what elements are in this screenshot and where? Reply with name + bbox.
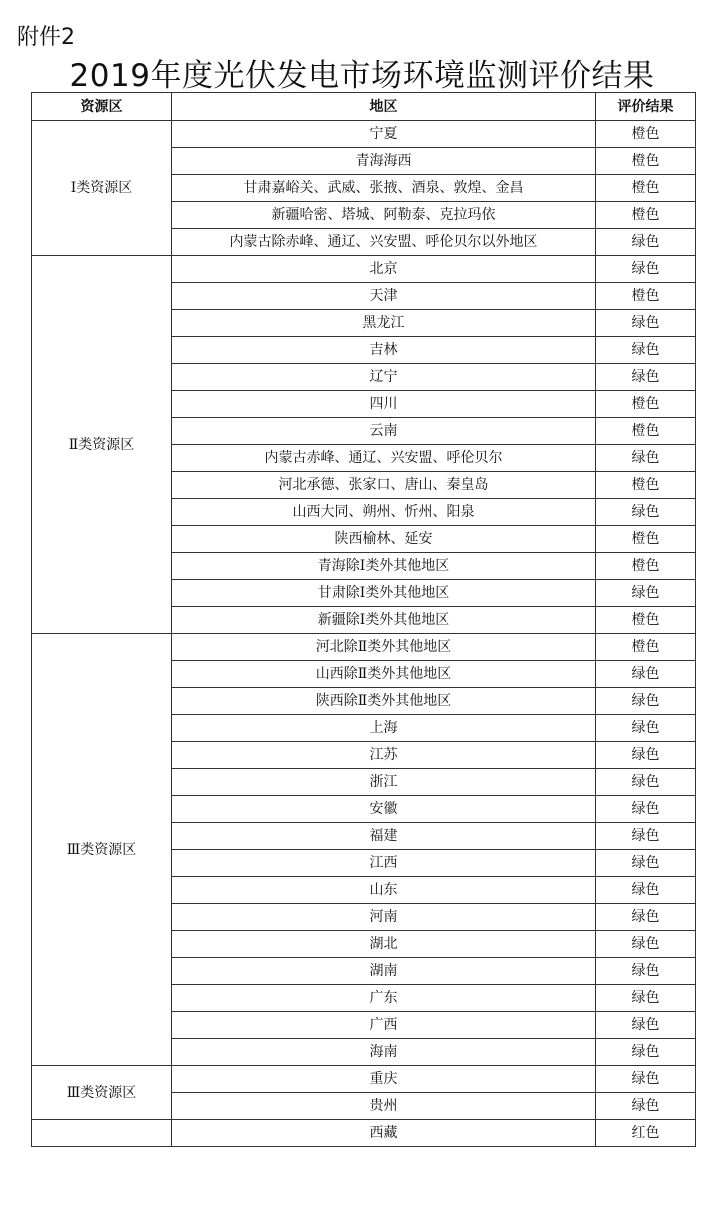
result-cell: 绿色 (596, 1012, 696, 1039)
region-cell: 福建 (172, 823, 596, 850)
header-zone: 资源区 (32, 93, 172, 121)
table-header-row (32, 93, 696, 121)
zone-cell: Ⅲ类资源区 (32, 1066, 172, 1120)
result-cell: 橙色 (596, 121, 696, 148)
page-title: 2019年度光伏发电市场环境监测评价结果 (69, 58, 655, 94)
region-cell: 河南 (172, 904, 596, 931)
result-cell: 绿色 (596, 877, 696, 904)
region-cell: 新疆哈密、塔城、阿勒泰、克拉玛依 (172, 202, 596, 229)
region-cell: 广西 (172, 1012, 596, 1039)
result-cell: 绿色 (596, 229, 696, 256)
result-cell: 橙色 (596, 283, 696, 310)
result-cell: 绿色 (596, 769, 696, 796)
region-cell: 辽宁 (172, 364, 596, 391)
result-cell: 绿色 (596, 985, 696, 1012)
result-cell: 橙色 (596, 553, 696, 580)
result-cell: 绿色 (596, 823, 696, 850)
result-cell: 红色 (596, 1120, 696, 1147)
region-cell: 湖南 (172, 958, 596, 985)
result-cell: 绿色 (596, 1093, 696, 1120)
zone-cell: Ⅱ类资源区 (32, 256, 172, 634)
result-cell: 绿色 (596, 1039, 696, 1066)
table-row (32, 121, 696, 148)
header-region: 地区 (172, 93, 596, 121)
region-cell: 云南 (172, 418, 596, 445)
result-cell: 绿色 (596, 364, 696, 391)
region-cell: 重庆 (172, 1066, 596, 1093)
region-cell: 宁夏 (172, 121, 596, 148)
region-cell: 北京 (172, 256, 596, 283)
result-cell: 绿色 (596, 796, 696, 823)
region-cell: 浙江 (172, 769, 596, 796)
result-cell: 橙色 (596, 202, 696, 229)
result-cell: 绿色 (596, 580, 696, 607)
result-cell: 绿色 (596, 1066, 696, 1093)
result-cell: 绿色 (596, 688, 696, 715)
evaluation-table (31, 92, 696, 1147)
table-row (32, 256, 696, 283)
region-cell: 四川 (172, 391, 596, 418)
result-cell: 橙色 (596, 607, 696, 634)
region-cell: 山东 (172, 877, 596, 904)
result-cell: 绿色 (596, 310, 696, 337)
table-row (32, 1066, 696, 1093)
result-cell: 绿色 (596, 931, 696, 958)
header-result: 评价结果 (596, 93, 696, 121)
region-cell: 江苏 (172, 742, 596, 769)
region-cell: 山西大同、朔州、忻州、阳泉 (172, 499, 596, 526)
region-cell: 湖北 (172, 931, 596, 958)
result-cell: 橙色 (596, 472, 696, 499)
region-cell: 河北除Ⅱ类外其他地区 (172, 634, 596, 661)
region-cell: 新疆除Ⅰ类外其他地区 (172, 607, 596, 634)
zone-cell: Ⅰ类资源区 (32, 121, 172, 256)
region-cell: 广东 (172, 985, 596, 1012)
result-cell: 绿色 (596, 337, 696, 364)
region-cell: 江西 (172, 850, 596, 877)
region-cell: 内蒙古赤峰、通辽、兴安盟、呼伦贝尔 (172, 445, 596, 472)
region-cell: 陕西除Ⅱ类外其他地区 (172, 688, 596, 715)
result-cell: 绿色 (596, 904, 696, 931)
region-cell: 山西除Ⅱ类外其他地区 (172, 661, 596, 688)
region-cell: 甘肃除Ⅰ类外其他地区 (172, 580, 596, 607)
result-cell: 橙色 (596, 391, 696, 418)
region-cell: 青海除Ⅰ类外其他地区 (172, 553, 596, 580)
result-cell: 绿色 (596, 958, 696, 985)
attachment-label: 附件2 (17, 25, 75, 50)
result-cell: 绿色 (596, 256, 696, 283)
result-cell: 绿色 (596, 445, 696, 472)
region-cell: 天津 (172, 283, 596, 310)
result-cell: 绿色 (596, 499, 696, 526)
result-cell: 橙色 (596, 418, 696, 445)
result-cell: 橙色 (596, 634, 696, 661)
region-cell: 安徽 (172, 796, 596, 823)
region-cell: 内蒙古除赤峰、通辽、兴安盟、呼伦贝尔以外地区 (172, 229, 596, 256)
region-cell: 甘肃嘉峪关、武威、张掖、酒泉、敦煌、金昌 (172, 175, 596, 202)
region-cell: 贵州 (172, 1093, 596, 1120)
result-cell: 橙色 (596, 148, 696, 175)
region-cell: 西藏 (172, 1120, 596, 1147)
result-cell: 绿色 (596, 715, 696, 742)
result-cell: 绿色 (596, 742, 696, 769)
region-cell: 青海海西 (172, 148, 596, 175)
region-cell: 黑龙江 (172, 310, 596, 337)
zone-cell: Ⅲ类资源区 (32, 634, 172, 1066)
region-cell: 吉林 (172, 337, 596, 364)
region-cell: 陕西榆林、延安 (172, 526, 596, 553)
region-cell: 海南 (172, 1039, 596, 1066)
table-body (32, 121, 696, 1147)
result-cell: 橙色 (596, 175, 696, 202)
table-row (32, 1120, 696, 1147)
result-cell: 绿色 (596, 850, 696, 877)
result-cell: 橙色 (596, 526, 696, 553)
result-cell: 绿色 (596, 661, 696, 688)
region-cell: 上海 (172, 715, 596, 742)
region-cell: 河北承德、张家口、唐山、秦皇岛 (172, 472, 596, 499)
table-row (32, 634, 696, 661)
zone-cell (32, 1120, 172, 1147)
